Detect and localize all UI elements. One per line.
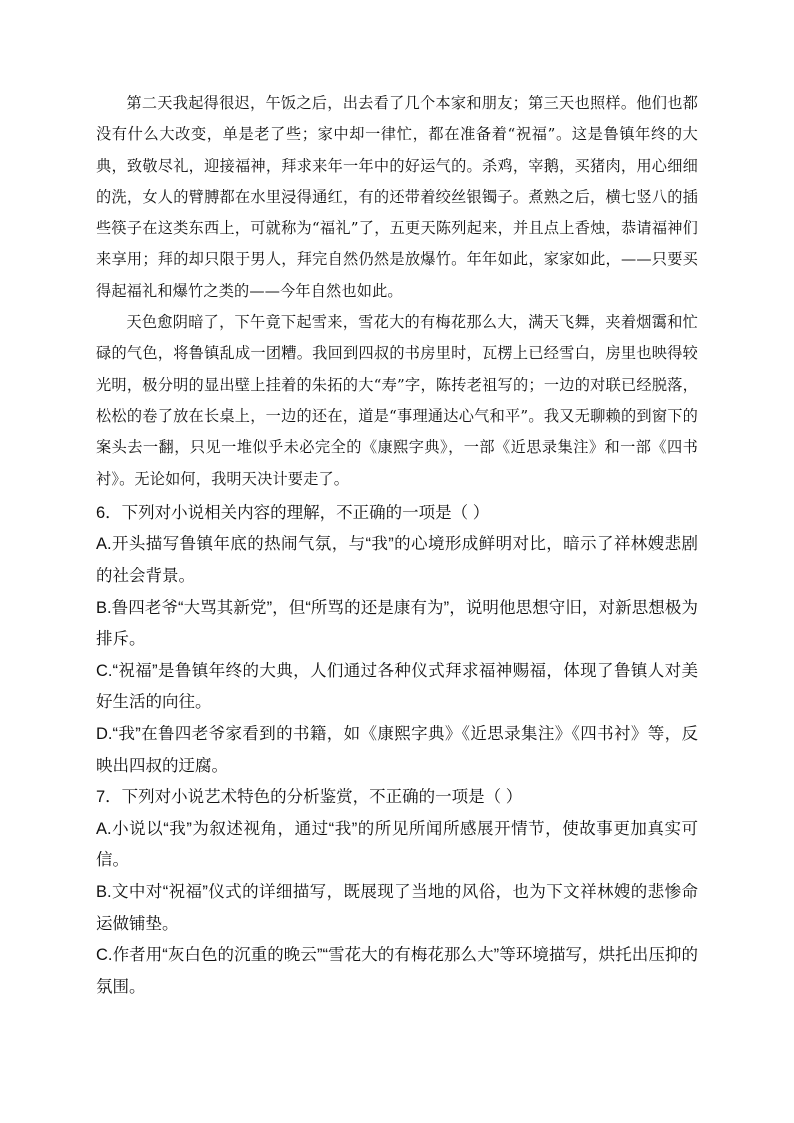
question-6: [96, 498, 698, 782]
question-6-option-b: B.鲁四老爷“大骂其新党”，但“所骂的还是康有为”，说明他思想守旧，对新思想极为排斥。: [96, 598, 698, 649]
question-7-option-a: A.小说以“我”为叙述视角，通过“我”的所见所闻所感展开情节，使故事更加真实可信。: [96, 819, 698, 870]
question-7-option-c: C.作者用“灰白色的沉重的晚云”“雪花大的有梅花那么大”等环境描写，烘托出压抑的氛围。: [96, 946, 698, 996]
question-6-option-a: A.开头描写鲁镇年底的热闹气氛，与“我”的心境形成鲜明对比，暗示了祥林嫂悲剧的社会背景。: [96, 535, 698, 586]
passage-paragraph-2: 天色愈阴暗了，下午竟下起雪来，雪花大的有梅花那么大，满天飞舞，夹着烟霭和忙碌的气色，将鲁镇乱成一团糟。我回到四叔的书房里时，瓦楞上已经雪白，房里也映得较光明，极分明的显出壁上挂着的朱拓的大“寿”字，陈抟老祖写的；一边的对联已经脱落，松松的卷了放在长桌上，一边的还在，道是“事理通达心气和平”。我又无聊赖的到窗下的案头去一翻，只见一堆似乎未必完全的《康熙字典》，一部《近思录集注》和一部《四书衬》。无论如何，我明天决计要走了。: [96, 313, 698, 488]
question-6-stem: 6．下列对小说相关内容的理解，不正确的一项是（ ）: [96, 503, 490, 522]
question-7: [96, 782, 698, 1003]
document-page: [96, 88, 698, 1003]
question-6-option-d: D.“我”在鲁四老爷家看到的书籍，如《康熙字典》《近思录集注》《四书衬》等，反映出四叔的迂腐。: [96, 725, 698, 775]
passage-paragraph-1: 第二天我起得很迟，午饭之后，出去看了几个本家和朋友；第三天也照样。他们也都没有什么大改变，单是老了些；家中却一律忙，都在准备着“祝福”。这是鲁镇年终的大典，致敬尽礼，迎接福神，拜求来年一年中的好运气的。杀鸡，宰鹅，买猪肉，用心细细的洗，女人的臂膊都在水里浸得通红，有的还带着绞丝银镯子。煮熟之后，横七竖八的插些筷子在这类东西上，可就称为“福礼”了，五更天陈列起来，并且点上香烛，恭请福神们来享用；拜的却只限于男人，拜完自然仍然是放爆竹。年年如此，家家如此，——只要买得起福礼和爆竹之类的——今年自然也如此。: [96, 94, 698, 300]
question-7-stem: 7．下列对小说艺术特色的分析鉴赏，不正确的一项是（ ）: [96, 788, 523, 807]
question-6-option-c: C.“祝福”是鲁镇年终的大典，人们通过各种仪式拜求福神赐福，体现了鲁镇人对美好生活的向往。: [96, 661, 698, 712]
question-7-option-b: B.文中对“祝福”仪式的详细描写，既展现了当地的风俗，也为下文祥林嫂的悲惨命运做铺垫。: [96, 882, 698, 933]
